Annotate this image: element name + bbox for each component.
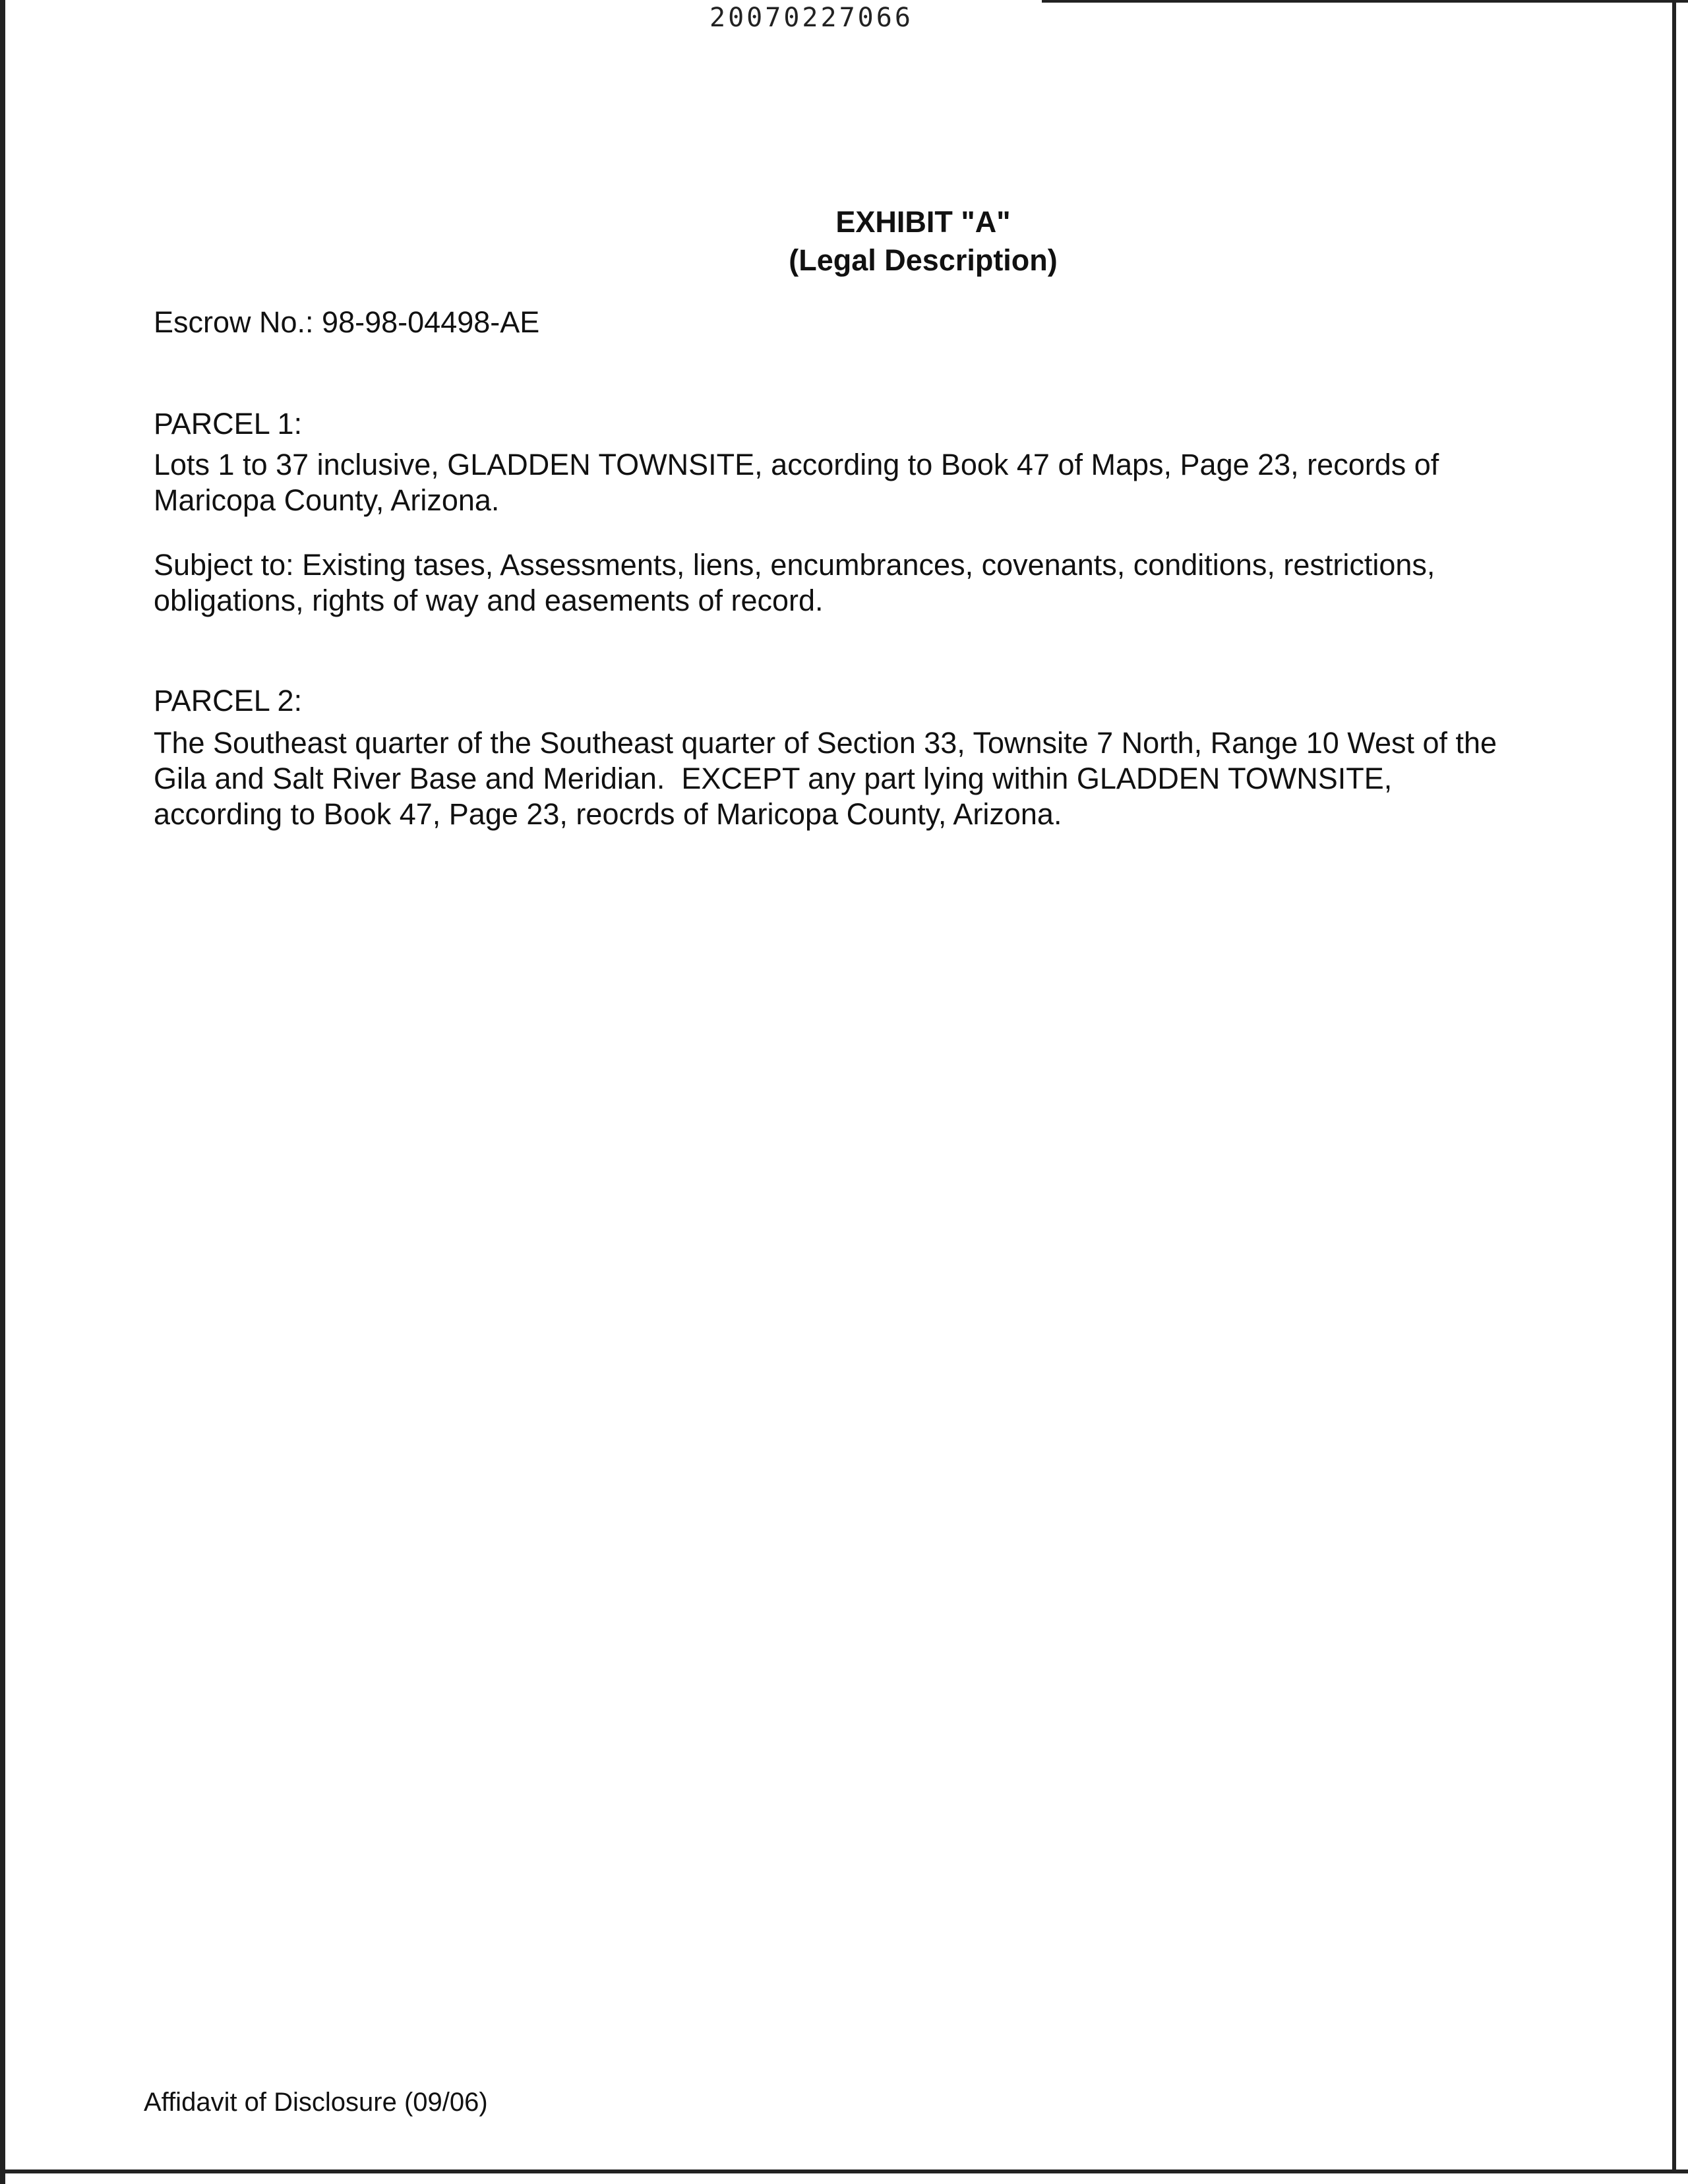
parcel-1-title: PARCEL 1: [154,407,303,440]
parcel-2-title: PARCEL 2: [154,684,303,717]
scan-edge-left [0,0,5,2184]
scan-edge-right [1672,0,1676,2169]
parcel-1-subject-to: Subject to: Existing tases, Assessments, liens, encumbrances, covenants, conditions, restrictions, obligations, rights of way and easements of record. [154,548,1435,617]
parcel-1-description: Lots 1 to 37 inclusive, GLADDEN TOWNSITE, according to Book 47 of Maps, Page 23, records of Maricopa County, Arizona. [154,448,1439,517]
exhibit-heading [0,203,1688,280]
footer-form-name: Affidavit of Disclosure (09/06) [144,2088,488,2117]
scan-edge-top [1042,0,1688,3]
parcel-2-description: The Southeast quarter of the Southeast quarter of Section 33, Townsite 7 North, Range 10 West of the Gila and Salt River Base and Meridian. EXCEPT any part lying within GLADDEN TOWNSITE, according to Book 47, Page 23, reocrds of Maricopa County, Arizona. [154,726,1497,831]
exhibit-subtitle: (Legal Description) [789,243,1058,277]
recording-number: 20070227066 [709,3,913,33]
exhibit-title: EXHIBIT "A" [835,205,1011,239]
escrow-number: Escrow No.: 98-98-04498-AE [154,305,540,339]
scan-edge-bottom [0,2169,1688,2173]
